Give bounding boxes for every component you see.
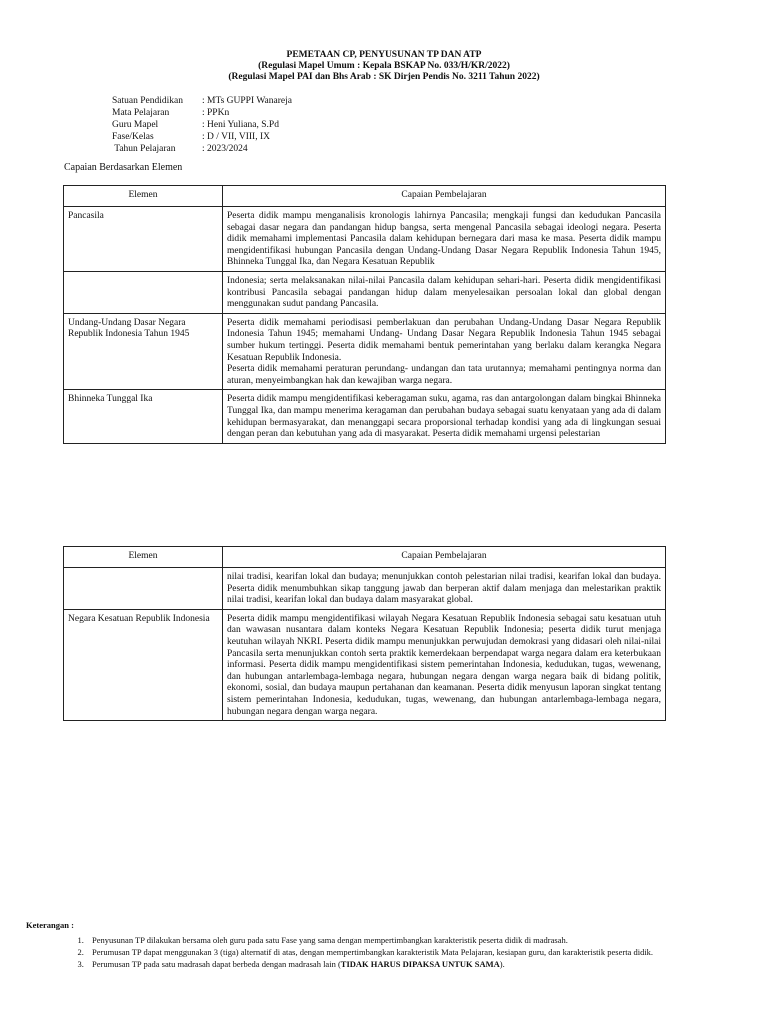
title-line-3: (Regulasi Mapel PAI dan Bhs Arab : SK Dirjen Pendis No. 3211 Tahun 2022) <box>228 72 540 82</box>
info-row <box>112 143 292 155</box>
table-row <box>64 609 666 720</box>
elemen-cell <box>64 568 223 610</box>
info-value: : PPKn <box>202 108 230 118</box>
capaian-cell: Indonesia; serta melaksanakan nilai-nilai Pancasila dalam kehidupan sehari-hari. Peserta didik mengidentifikasi kontribusi Pancasila sebagai pandangan hidup dalam menyelesaikan persoalan lokal dan global dengan menggunakan sudut pandang Pancasila. <box>223 271 666 313</box>
info-row <box>112 107 292 119</box>
title-line-1: PEMETAAN CP, PENYUSUNAN TP DAN ATP <box>286 50 482 60</box>
note-item: 2. Perumusan TP dapat menggunakan 3 (tiga) alternatif di atas, dengan mempertimbangkan karakteristik Mata Pelajaran, kesiapan guru, dan karakteristik peserta didik. <box>86 947 736 958</box>
section-title: Capaian Berdasarkan Elemen <box>64 162 183 173</box>
info-value: : 2023/2024 <box>202 144 248 154</box>
identity-block <box>112 95 292 155</box>
note-text: ). <box>499 959 505 969</box>
info-row <box>112 119 292 131</box>
table-row <box>64 568 666 610</box>
elemen-cell: Undang-Undang Dasar Negara Republik Indonesia Tahun 1945 <box>64 313 223 390</box>
elemen-cell: Pancasila <box>64 207 223 272</box>
note-text: Perumusan TP pada satu madrasah dapat berbeda dengan madrasah lain ( <box>92 959 341 969</box>
title-line-2: (Regulasi Mapel Umum : Kepala BSKAP No. 033/H/KR/2022) <box>258 61 510 71</box>
table-row <box>64 207 666 272</box>
header-elemen: Elemen <box>64 547 223 568</box>
elemen-cell: Negara Kesatuan Republik Indonesia <box>64 609 223 720</box>
capaian-table-2 <box>63 546 666 721</box>
note-item: 1. Penyusunan TP dilakukan bersama oleh guru pada satu Fase yang sama dengan mempertimbangkan karakteristik peserta didik di madrasah. <box>86 935 736 946</box>
table-header-row <box>64 186 666 207</box>
info-row <box>112 95 292 107</box>
table-row <box>64 390 666 443</box>
info-value: : D / VII, VIII, IX <box>202 132 270 142</box>
capaian-cell <box>223 313 666 390</box>
notes-section <box>26 920 736 971</box>
note-item <box>86 959 736 970</box>
info-value: : MTs GUPPI Wanareja <box>202 96 292 106</box>
capaian-cell: Peserta didik mampu mengidentifikasi keberagaman suku, agama, ras dan antargolongan dalam bingkai Bhinneka Tunggal Ika, dan mampu menerima keragaman dan perubahan budaya sebagai suatu kenyataan yang ada di dalam kehidupan bermasyarakat, dan menanggapi secara proporsional terhadap kondisi yang ada di lingkungan sesuai dengan peran dan kebutuhan yang ada di masyarakat. Peserta didik memahami urgensi pelestarian <box>223 390 666 443</box>
capaian-cell: Peserta didik mampu mengidentifikasi wilayah Negara Kesatuan Republik Indonesia sebagai satu kesatuan utuh dan wawasan nusantara dalam konteks Negara Kesatuan Republik Indonesia; peserta didik turut menjaga keutuhan wilayah NKRI. Peserta didik mampu menunjukkan perwujudan demokrasi yang didasari oleh nilai-nilai Pancasila serta menunjukkan contoh serta praktik kemerdekaan berpendapat warga negara dalam era keterbukaan informasi. Peserta didik mampu mengidentifikasi sistem pemerintahan Indonesia, kedudukan, tugas, wewenang, dan hubungan antarlembaga-lembaga negara, hubungan negara dengan warga negara baik di bidang politik, ekonomi, sosial, dan budaya maupun pertahanan dan keamanan. Peserta didik menyusun laporan singkat tentang sistem pemerintahan Indonesia, kedudukan, tugas, wewenang, dan hubungan antarlembaga-lembaga negara, hubungan negara dengan warga negara. <box>223 609 666 720</box>
info-label: Mata Pelajaran <box>112 108 170 118</box>
info-row <box>112 131 292 143</box>
header-capaian: Capaian Pembelajaran <box>223 186 666 207</box>
info-label: Tahun Pelajaran <box>112 144 176 154</box>
table-header-row <box>64 547 666 568</box>
document-title <box>0 50 768 83</box>
note-emphasis: TIDAK HARUS DIPAKSA UNTUK SAMA <box>340 959 500 969</box>
notes-list <box>26 935 736 970</box>
capaian-table-1 <box>63 185 666 444</box>
capaian-cell: nilai tradisi, kearifan lokal dan budaya; menunjukkan contoh pelestarian nilai tradisi, kearifan lokal dan budaya. Peserta didik menumbuhkan sikap tanggung jawab dan berperan aktif dalam menjaga dan melestarikan praktik nilai tradisi, kearifan lokal dan budaya dalam masyarakat global. <box>223 568 666 610</box>
info-label: Fase/Kelas <box>112 132 154 142</box>
header-capaian: Capaian Pembelajaran <box>223 547 666 568</box>
notes-heading: Keterangan : <box>26 920 74 930</box>
info-value: : Heni Yuliana, S.Pd <box>202 120 279 130</box>
header-elemen: Elemen <box>64 186 223 207</box>
elemen-cell <box>64 271 223 313</box>
info-label: Guru Mapel <box>112 120 159 130</box>
capaian-cell: Peserta didik mampu menganalisis kronologis lahirnya Pancasila; mengkaji fungsi dan kedudukan Pancasila sebagai dasar negara dan pandangan hidup bangsa, serta mengenal Pancasila sebagai ideologi negara. Peserta didik memahami implementasi Pancasila dalam kehidupan bernegara dari masa ke masa. Peserta didik mampu mengidentifikasi hubungan Pancasila dengan Undang-Undang Dasar Negara Republik Indonesia Tahun 1945, Bhinneka Tunggal Ika, dan Negara Kesatuan Republik <box>223 207 666 272</box>
table-row <box>64 313 666 390</box>
capaian-paragraph: Peserta didik memahami peraturan perundang- undangan dan tata urutannya; memahami pentingnya norma dan aturan, menyeimbangkan hak dan kewajiban warga negara. <box>227 364 661 386</box>
elemen-cell: Bhinneka Tunggal Ika <box>64 390 223 443</box>
info-label: Satuan Pendidikan <box>112 96 183 106</box>
capaian-paragraph: Peserta didik memahami periodisasi pemberlakuan dan perubahan Undang-Undang Dasar Negara Republik Indonesia Tahun 1945; memahami Undang- Undang Dasar Negara Republik Indonesia Tahun 1945 sebagai sumber hukum tertinggi. Peserta didik memahami bentuk pemerintahan yang berlaku dalam kerangka Negara Kesatuan Republik Indonesia. <box>227 317 661 363</box>
table-row <box>64 271 666 313</box>
